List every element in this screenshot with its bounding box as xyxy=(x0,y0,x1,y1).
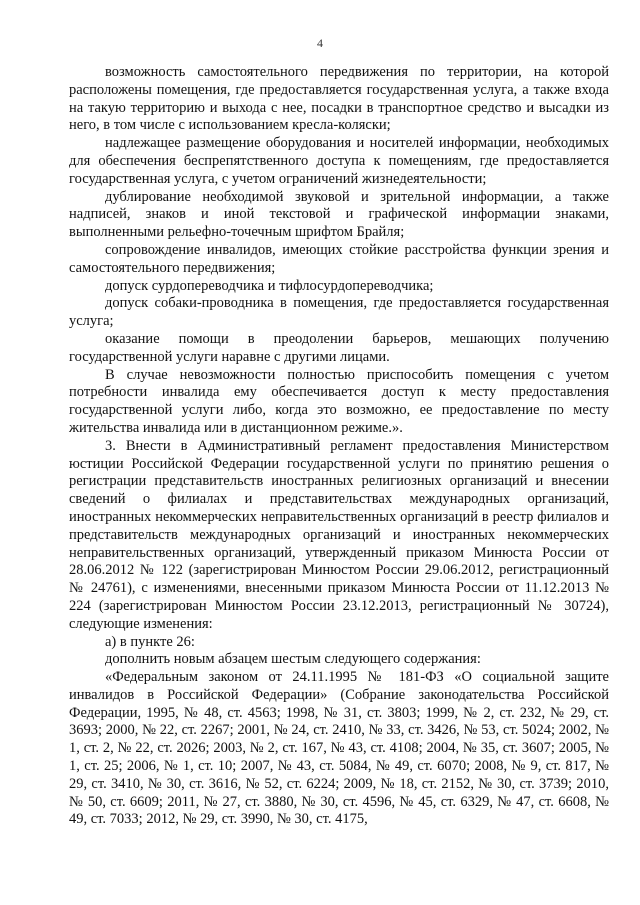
paragraph-add-sixth: дополнить новым абзацем шестым следующего содержания: xyxy=(105,651,481,668)
paragraph-guide-dog: допуск собаки-проводника в помещения, где предоставляется государственная услуга; xyxy=(69,295,609,330)
page-number: 4 xyxy=(317,36,323,50)
paragraph-equipment-placement: надлежащее размещение оборудования и носителей информации, необходимых для обеспечения беспрепятственного доступа к помещениям, где предоставляется государственная услуга, с учетом ограничений жизнедеятельности; xyxy=(69,135,609,187)
paragraph-braille-duplication: дублирование необходимой звуковой и зрительной информации, а также надписей, знаков и иной текстовой и графической информации знаками, выполненными рельефно-точечным шрифтом Брайля; xyxy=(69,188,609,241)
paragraph-section-3: 3. Внести в Административный регламент предоставления Министерством юстиции Российской Федерации государственной услуги по принятию решения о регистрации представительств иностранных религиозных организаций и внесении сведений о филиалах и представительствах международных организаций, иностранных некоммерческих неправительственных организаций в реестр филиалов и представительств международных организаций и иностранных некоммерческих неправительственных организаций, утвержденный приказом Минюста России от 28.06.2012 № 122 (зарегистрирован Минюстом России 29.06.2012, регистрационный № 24761), с изменениями, внесенными приказом Минюста России от 11.12.2013 № 224 (зарегистрирован Минюстом России 23.12.2013, регистрационный № 30724), следующие изменения: xyxy=(69,437,609,632)
paragraph-sign-interpreter: допуск сурдопереводчика и тифлосурдопереводчика; xyxy=(105,277,434,294)
paragraph-remote-service: В случае невозможности полностью приспособить помещения с учетом потребности инвалида ему обеспечивается доступ к месту предоставления государственной услуги либо, когда это возможно, ее предоставление по месту жительства инвалида или в дистанционном режиме.». xyxy=(69,366,609,436)
paragraph-escort: сопровождение инвалидов, имеющих стойкие расстройства функции зрения и самостоятельного передвижения; xyxy=(69,241,609,276)
paragraph-federal-law: «Федеральным законом от 24.11.1995 № 181-ФЗ «О социальной защите инвалидов в Российской Федерации» (Собрание законодательства Российской Федерации, 1995, № 48, ст. 4563; 1998, № 31, ст. 3803; 1999, № 2, ст. 232, № 29, ст. 3693; 2000, № 22, ст. 2267; 2001, № 24, ст. 2410, № 33, ст. 3426, № 53, ст. 5024; 2002, № 1, ст. 2, № 22, ст. 2026; 2003, № 2, ст. 167, № 43, ст. 4108; 2004, № 35, ст. 3607; 2005, № 1, ст. 25; 2006, № 1, ст. 10; 2007, № 43, ст. 5084, № 49, ст. 6070; 2008, № 9, ст. 817, № 29, ст. 3410, № 30, ст. 3616, № 52, ст. 6224; 2009, № 18, ст. 2152, № 30, ст. 3739; 2010, № 50, ст. 6609; 2011, № 27, ст. 3880, № 30, ст. 4596, № 45, ст. 6329, № 47, ст. 6608, № 49, ст. 7033; 2012, № 29, ст. 3990, № 30, ст. 4175, xyxy=(69,669,609,828)
body-text xyxy=(69,64,609,829)
paragraph-item-a: а) в пункте 26: xyxy=(105,633,195,650)
paragraph-barrier-assistance: оказание помощи в преодолении барьеров, мешающих получению государственной услуги наравне с другими лицами. xyxy=(69,330,609,365)
paragraph-mobility: возможность самостоятельного передвижения по территории, на которой расположены помещения, где предоставляется государственная услуга, а также входа на такую территорию и выхода с нее, посадки в транспортное средство и высадки из него, в том числе с использованием кресла-коляски; xyxy=(69,64,609,134)
